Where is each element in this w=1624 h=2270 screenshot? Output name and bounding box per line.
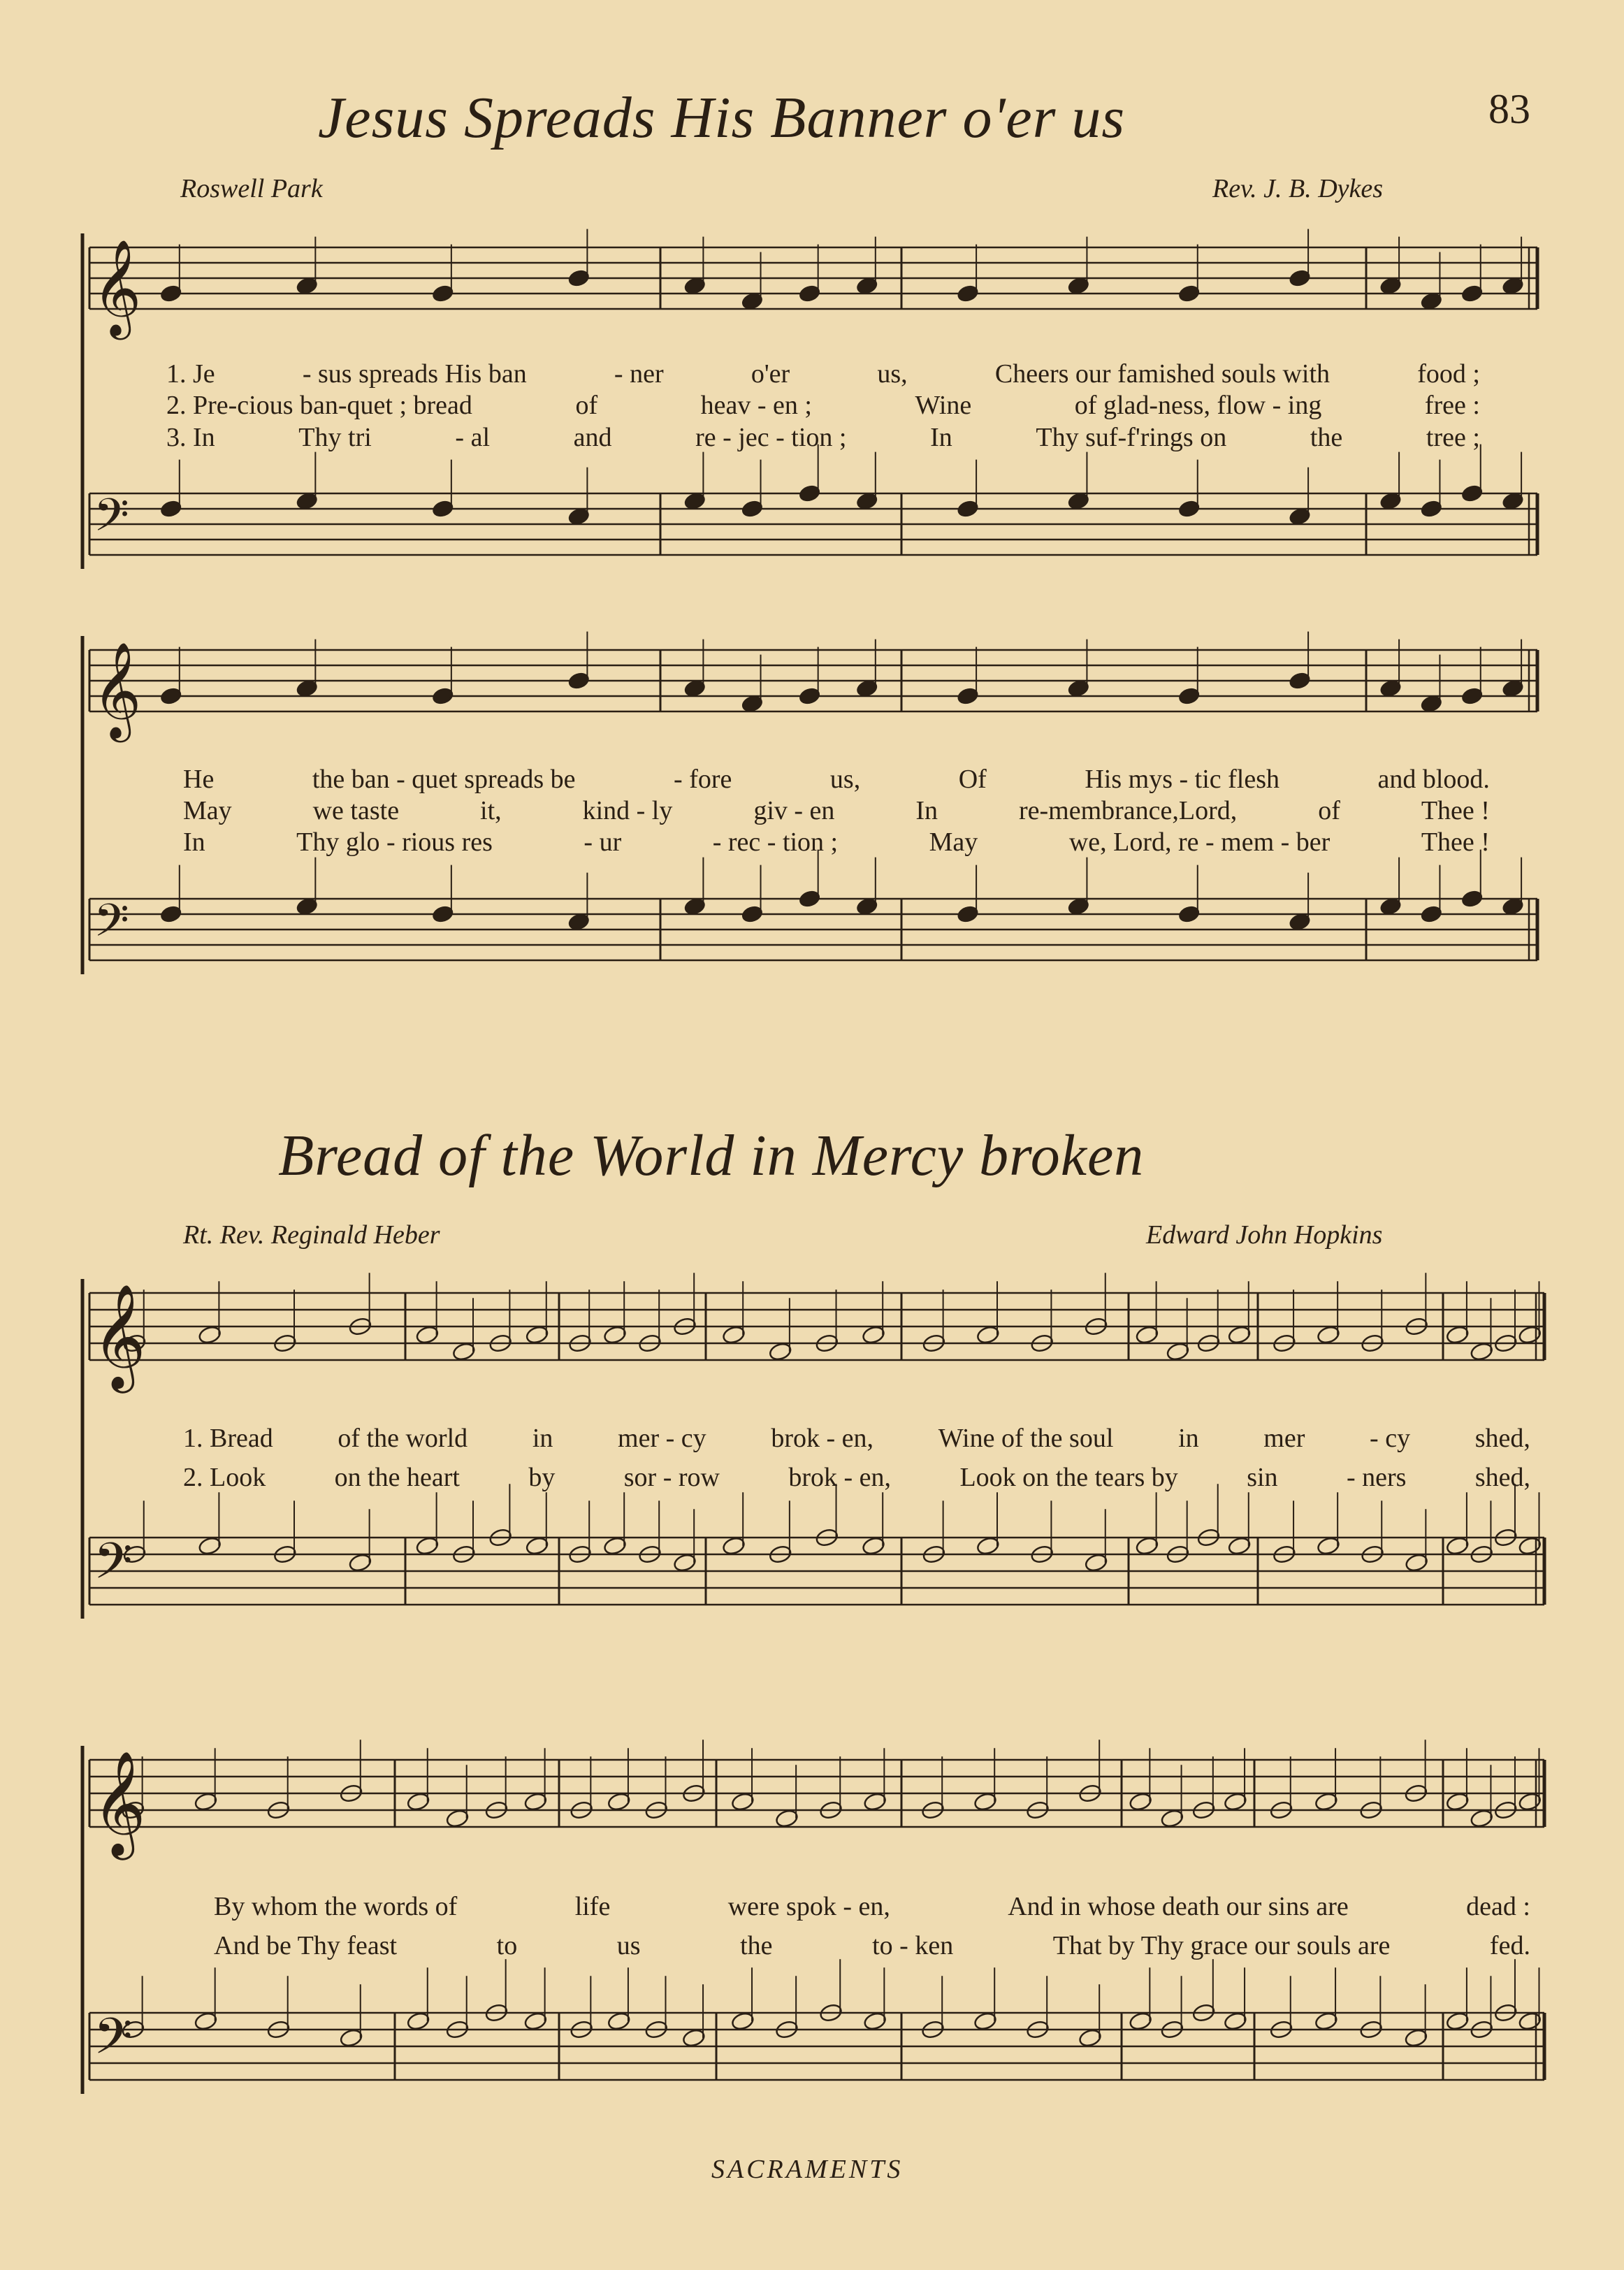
lyric-syllable: fed. bbox=[1489, 1931, 1530, 1960]
clef-icon: 𝄞 bbox=[92, 240, 142, 336]
lyric-syllable: - rec - tion ; bbox=[712, 827, 839, 857]
lyric-line bbox=[214, 1891, 1530, 1922]
page-number: 83 bbox=[1488, 86, 1530, 132]
lyric-syllable: - al bbox=[455, 423, 490, 452]
clef-icon: 𝄢 bbox=[94, 2008, 133, 2078]
lyric-syllable: shed, bbox=[1474, 1463, 1530, 1492]
lyric-syllable: - ur bbox=[583, 827, 622, 857]
clef-icon: 𝄢 bbox=[94, 893, 129, 958]
lyric-syllable: And in whose death our sins are bbox=[1008, 1892, 1349, 1921]
lyric-syllable: sor - row bbox=[623, 1463, 720, 1492]
lyric-syllable: of the world bbox=[338, 1424, 468, 1453]
hymn-composer: Rev. J. B. Dykes bbox=[1212, 174, 1384, 203]
lyric-syllable: His mys - tic flesh bbox=[1085, 765, 1279, 794]
lyric-syllable: mer bbox=[1263, 1424, 1305, 1453]
clef-icon: 𝄞 bbox=[92, 642, 142, 739]
lyric-syllable: - fore bbox=[674, 765, 732, 794]
lyric-syllable: of glad-ness, flow - ing bbox=[1074, 391, 1322, 420]
lyric-syllable: in bbox=[1178, 1424, 1199, 1453]
clef-icon: 𝄞 bbox=[92, 1283, 146, 1389]
lyric-line bbox=[183, 827, 1490, 858]
lyric-syllable: heav - en ; bbox=[700, 391, 812, 420]
lyric-syllable: to - ken bbox=[872, 1931, 954, 1960]
lyric-syllable: free : bbox=[1424, 391, 1480, 420]
lyric-syllable: That by Thy grace our souls are bbox=[1052, 1931, 1391, 1960]
lyric-syllable: to bbox=[496, 1931, 518, 1960]
lyric-syllable: In bbox=[183, 827, 205, 857]
lyric-syllable: re-membrance,Lord, bbox=[1018, 796, 1238, 825]
lyric-syllable: May bbox=[929, 827, 978, 857]
lyric-syllable: re - jec - tion ; bbox=[695, 423, 847, 452]
lyric-syllable: Wine bbox=[915, 391, 972, 420]
lyric-syllable: the ban - quet spreads be bbox=[312, 765, 576, 794]
clef-icon: 𝄞 bbox=[92, 1750, 146, 1856]
lyric-syllable: - sus spreads His ban bbox=[302, 359, 527, 389]
lyric-syllable: - cy bbox=[1370, 1424, 1411, 1453]
lyric-syllable: Thy glo - rious res bbox=[296, 827, 493, 857]
lyric-syllable: Thee ! bbox=[1421, 796, 1490, 825]
lyric-syllable: 1. Bread bbox=[183, 1424, 273, 1453]
lyric-syllable: mer - cy bbox=[618, 1424, 706, 1453]
lyric-line bbox=[183, 764, 1490, 795]
lyric-syllable: By whom the words of bbox=[214, 1892, 458, 1921]
lyric-syllable: on the heart bbox=[334, 1463, 460, 1492]
lyric-syllable: the bbox=[1310, 423, 1343, 452]
lyric-syllable: we taste bbox=[312, 796, 400, 825]
lyric-syllable: food ; bbox=[1417, 359, 1480, 389]
lyric-syllable: And be Thy feast bbox=[214, 1931, 398, 1960]
hymn-author: Roswell Park bbox=[180, 174, 323, 203]
lyric-syllable: Wine of the soul bbox=[938, 1424, 1114, 1453]
lyric-syllable: In bbox=[930, 423, 952, 452]
lyric-syllable: by bbox=[528, 1463, 556, 1492]
lyric-syllable: Cheers our famished souls with bbox=[994, 359, 1331, 389]
lyric-line bbox=[166, 422, 1480, 453]
lyric-syllable: of bbox=[575, 391, 598, 420]
lyric-syllable: tree ; bbox=[1426, 423, 1480, 452]
lyric-syllable: brok - en, bbox=[788, 1463, 892, 1492]
lyric-syllable: giv - en bbox=[753, 796, 835, 825]
section-footer: SACRAMENTS bbox=[711, 2155, 904, 2184]
lyric-syllable: shed, bbox=[1474, 1424, 1530, 1453]
lyric-syllable: we, Lord, re - mem - ber bbox=[1068, 827, 1331, 857]
hymn-title: Jesus Spreads His Banner o'er us bbox=[318, 85, 1126, 150]
lyric-syllable: May bbox=[183, 796, 232, 825]
lyric-syllable: Thee ! bbox=[1421, 827, 1490, 857]
lyric-syllable: 2. Look bbox=[183, 1463, 266, 1492]
lyric-line bbox=[183, 1423, 1530, 1454]
lyric-syllable: 3. In bbox=[166, 423, 215, 452]
lyric-syllable: life bbox=[574, 1892, 611, 1921]
lyric-syllable: Thy suf-f'rings on bbox=[1036, 423, 1227, 452]
lyric-syllable: Thy tri bbox=[298, 423, 372, 452]
lyric-line bbox=[183, 795, 1490, 826]
lyric-syllable: kind - ly bbox=[582, 796, 673, 825]
hymn-author: Rt. Rev. Reginald Heber bbox=[183, 1220, 440, 1250]
lyric-syllable: and blood. bbox=[1377, 765, 1490, 794]
lyric-syllable: brok - en, bbox=[771, 1424, 874, 1453]
lyric-syllable: He bbox=[183, 765, 215, 794]
lyric-line bbox=[166, 390, 1480, 421]
lyric-syllable: 1. Je bbox=[166, 359, 215, 389]
lyric-line bbox=[214, 1930, 1530, 1961]
lyric-syllable: in bbox=[532, 1424, 553, 1453]
lyric-syllable: o'er bbox=[751, 359, 790, 389]
lyric-syllable: the bbox=[740, 1931, 773, 1960]
lyric-syllable: Of bbox=[958, 765, 987, 794]
lyric-syllable: dead : bbox=[1466, 1892, 1530, 1921]
lyric-syllable: us bbox=[616, 1931, 641, 1960]
lyric-line bbox=[183, 1462, 1530, 1493]
clef-icon: 𝄢 bbox=[94, 1533, 133, 1603]
lyric-syllable: sin bbox=[1247, 1463, 1278, 1492]
lyric-syllable: and bbox=[573, 423, 612, 452]
clef-icon: 𝄢 bbox=[94, 488, 129, 553]
lyric-syllable: In bbox=[915, 796, 938, 825]
lyric-syllable: us, bbox=[829, 765, 861, 794]
lyric-syllable: - ner bbox=[614, 359, 664, 389]
lyric-syllable: 2. Pre-cious ban-quet ; bread bbox=[166, 391, 472, 420]
lyric-syllable: it, bbox=[480, 796, 502, 825]
hymn-composer: Edward John Hopkins bbox=[1146, 1220, 1383, 1250]
lyric-syllable: us, bbox=[877, 359, 908, 389]
hymn-title: Bread of the World in Mercy broken bbox=[278, 1123, 1145, 1188]
lyric-syllable: Look on the tears by bbox=[959, 1463, 1178, 1492]
lyric-syllable: - ners bbox=[1346, 1463, 1407, 1492]
lyric-syllable: were spok - en, bbox=[727, 1892, 890, 1921]
lyric-line bbox=[166, 359, 1480, 389]
lyric-syllable: of bbox=[1318, 796, 1340, 825]
